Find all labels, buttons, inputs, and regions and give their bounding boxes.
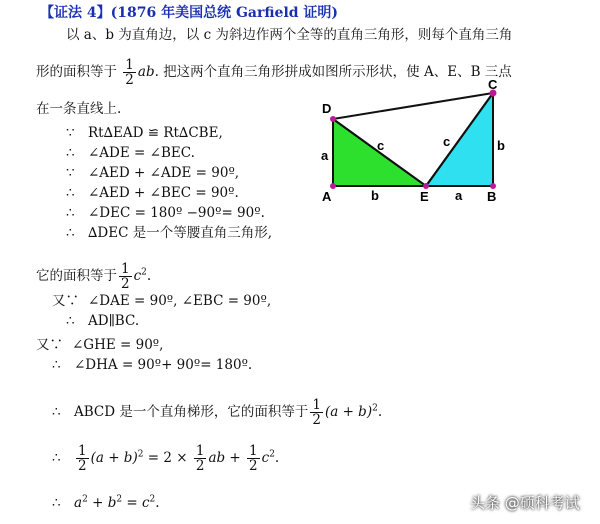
proof-step: ∴ AD∥BC. bbox=[66, 313, 140, 329]
heading-text: (1876 年美国总统 Garfield 证明) bbox=[110, 5, 339, 21]
label-side-c-right: c bbox=[443, 134, 451, 149]
proof-step: ∵ ∠AED + ∠ADE = 90º, bbox=[66, 165, 240, 181]
proof-step: 又∵ ∠GHE = 90º, bbox=[36, 337, 164, 353]
intro-line-1: 以 a、b 为直角边，以 c 为斜边作两个全等的直角三角形，则每个直角三角 bbox=[66, 27, 513, 43]
heading-label: 【证法 4】 bbox=[40, 5, 111, 21]
proof-step: ∵ Rt∆EAD ≌ Rt∆CBE, bbox=[66, 125, 223, 141]
intro-line-3: 在一条直线上. bbox=[36, 101, 122, 117]
label-b: B bbox=[487, 189, 497, 204]
proof-step: 又∵ ∠DAE = 90º, ∠EBC = 90º, bbox=[52, 293, 272, 309]
watermark-text: 头条 @硕科考试 bbox=[470, 494, 580, 512]
conclusion-line: ∴ $a^2 + b^2 = c^2$. bbox=[52, 494, 160, 511]
label-a: A bbox=[322, 189, 332, 204]
dec-area-line: 它的面积等于 $\frac{1}{2}$ $c^2$. bbox=[36, 261, 152, 292]
label-e: E bbox=[420, 189, 429, 204]
label-side-a-bottom: a bbox=[455, 188, 463, 203]
proof-step: ∴ ∆DEC 是一个等腰直角三角形, bbox=[66, 225, 273, 241]
equation-line: ∴ $\frac{1}{2}$ $(a + b)^2 = 2$ × $\frac{1}{2}$ ab + $\frac{1}{2}$ $c^2$. bbox=[52, 443, 280, 474]
point-d bbox=[330, 116, 336, 122]
proof-step: ∴ ∠DEC = 180º −90º= 90º. bbox=[66, 205, 265, 221]
segment-dc bbox=[333, 93, 493, 119]
label-d: D bbox=[322, 101, 332, 116]
proof-step: ∴ ∠AED + ∠BEC = 90º. bbox=[66, 185, 239, 201]
trapezoid-line: ∴ ABCD 是一个直角梯形，它的面积等于 $\frac{1}{2}$ $(a + b)^2$. bbox=[52, 397, 383, 428]
label-side-b-bottom: b bbox=[371, 188, 379, 203]
intro-line-2: 形的面积等于 $\frac{1}{2}$ ab. 把这两个直角三角形拼成如图所示形状，使 A、E、B 三点 bbox=[36, 57, 512, 88]
label-side-c-left: c bbox=[377, 138, 385, 153]
label-c: C bbox=[488, 77, 498, 92]
label-side-a-left: a bbox=[321, 148, 329, 163]
label-side-b-right: b bbox=[497, 138, 505, 153]
proof-step: ∴ ∠ADE = ∠BEC. bbox=[66, 145, 195, 161]
proof-step: ∴ ∠DHA = 90º+ 90º= 180º. bbox=[52, 357, 253, 373]
fraction-half: $\frac{1}{2}$ bbox=[125, 57, 134, 88]
